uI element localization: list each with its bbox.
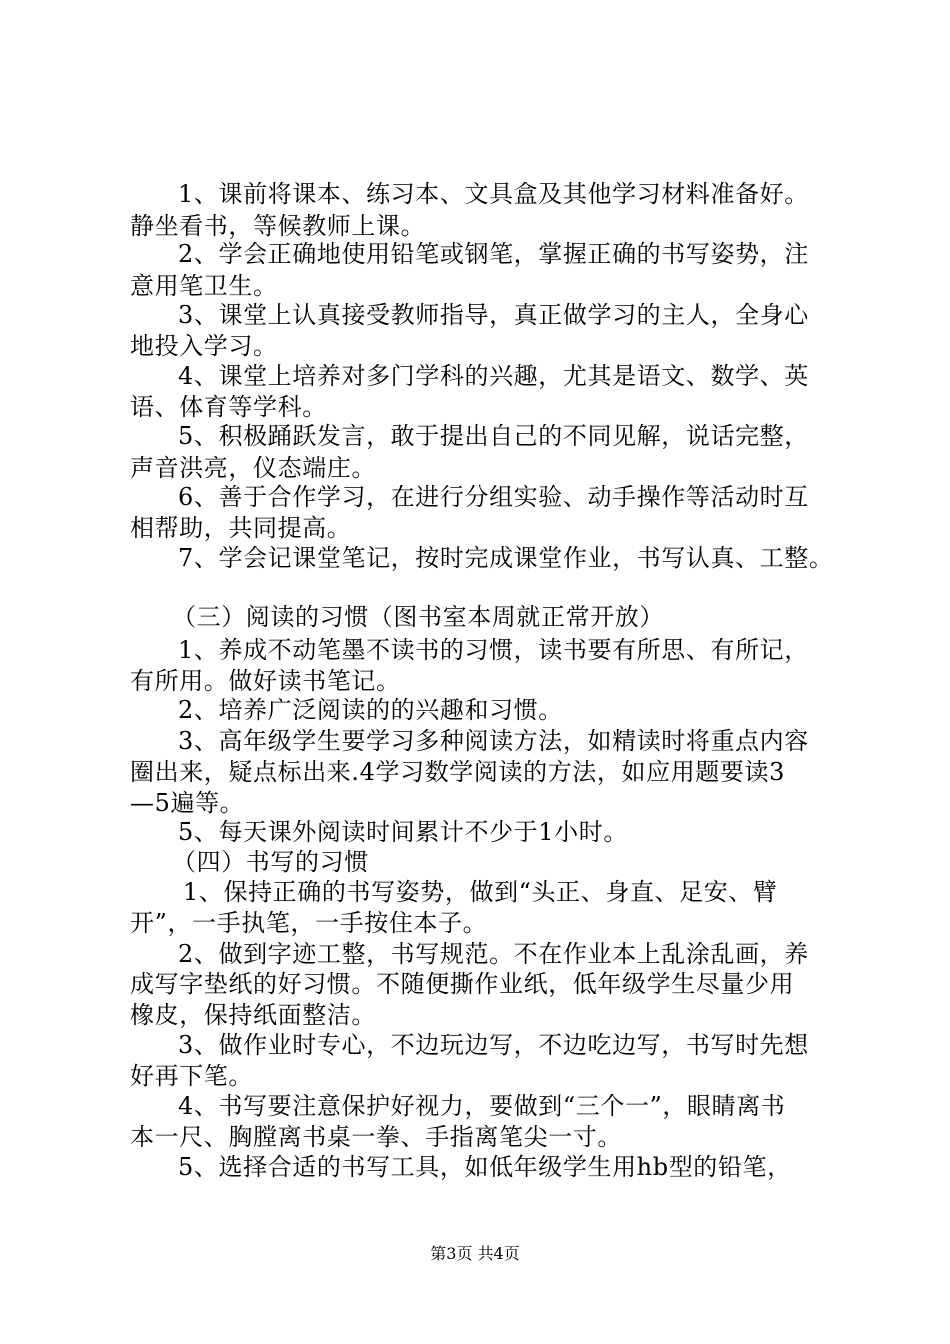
paragraph-line: 好再下笔。 [130,1062,253,1090]
paragraph-line: —5遍等。 [130,789,245,817]
paragraph-line: 2、学会正确地使用铅笔或钢笔，掌握正确的书写姿势，注 [178,240,809,268]
section-heading: （三）阅读的习惯（图书室本周就正常开放） [172,603,664,631]
page-number-footer: 第3页 共4页 [430,1244,520,1263]
paragraph-line: 成写字垫纸的好习惯。不随便撕作业纸，低年级学生尽量少用 [130,970,795,998]
paragraph-line: 语、体育等学科。 [130,393,327,421]
paragraph-line: 圈出来，疑点标出来.4学习数学阅读的方法，如应用题要读3 [130,758,785,786]
paragraph-line: 声音洪亮，仪态端庄。 [130,454,376,482]
paragraph-line: 7、学会记课堂笔记，按时完成课堂作业，书写认真、工整。 [178,544,834,572]
paragraph-line: 4、书写要注意保护好视力，要做到“三个一”，眼睛离书 [178,1092,786,1120]
paragraph-line: 静坐看书，等候教师上课。 [130,212,426,240]
paragraph-line: 5、积极踊跃发言，敢于提出自己的不同见解，说话完整， [178,422,809,450]
paragraph-line: 1、养成不动笔墨不读书的习惯，读书要有所思、有所记， [178,636,809,664]
paragraph-line: 2、做到字迹工整，书写规范。不在作业本上乱涂乱画，养 [178,940,809,968]
paragraph-line: 开”，一手执笔，一手按住本子。 [130,909,488,937]
paragraph-line: 6、善于合作学习，在进行分组实验、动手操作等活动时互 [178,483,809,511]
paragraph-line: 相帮助，共同提高。 [130,514,352,542]
section-heading: （四）书写的习惯 [172,848,369,876]
paragraph-line: 有所用。做好读书笔记。 [130,667,401,695]
paragraph-line: 3、课堂上认真接受教师指导，真正做学习的主人，全身心 [178,301,809,329]
paragraph-line: 5、每天课外阅读时间累计不少于1小时。 [178,818,628,846]
paragraph-line: 意用笔卫生。 [130,272,278,300]
paragraph-line: 5、选择合适的书写工具，如低年级学生用hb型的铅笔， [178,1153,792,1181]
paragraph-line: 本一尺、胸膛离书桌一拳、手指离笔尖一寸。 [130,1123,622,1151]
paragraph-line: 橡皮，保持纸面整洁。 [130,1001,376,1029]
paragraph-line: 地投入学习。 [130,332,278,360]
paragraph-line: 1、课前将课本、练习本、文具盒及其他学习材料准备好。 [178,180,809,208]
paragraph-line: 2、培养广泛阅读的的兴趣和习惯。 [178,696,563,724]
paragraph-line: 3、高年级学生要学习多种阅读方法，如精读时将重点内容 [178,727,809,755]
paragraph-line: 1、保持正确的书写姿势，做到“头正、身直、足安、臂 [183,878,778,906]
paragraph-line: 4、课堂上培养对多门学科的兴趣，尤其是语文、数学、英 [178,362,809,390]
paragraph-line: 3、做作业时专心，不边玩边写，不边吃边写，书写时先想 [178,1031,809,1059]
